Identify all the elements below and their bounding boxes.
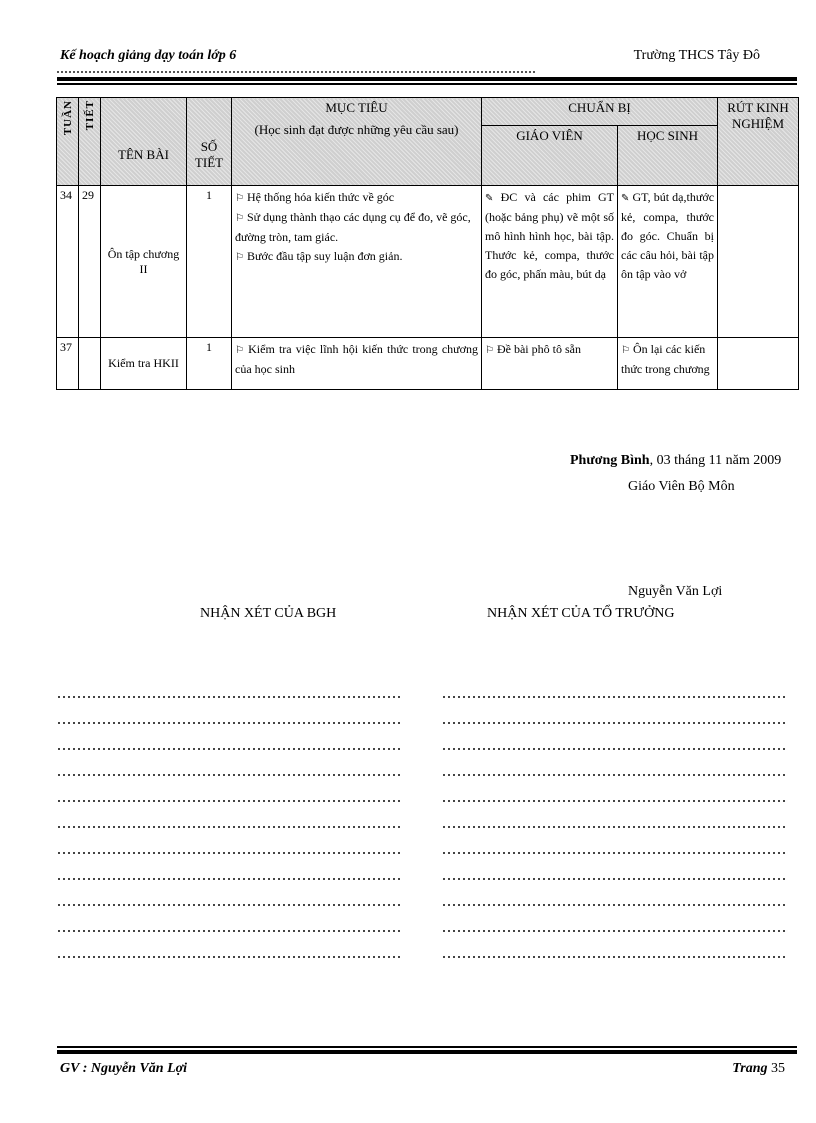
objective-item: ⚐ Hệ thống hóa kiến thức về góc bbox=[235, 190, 395, 204]
muc-tieu-subtitle: (Học sinh đạt được những yêu cầu sau) bbox=[254, 122, 459, 137]
flag-icon: ⚐ bbox=[235, 252, 244, 263]
bgh-comment-title: NHẬN XÉT CỦA BGH bbox=[200, 606, 337, 621]
flag-icon: ⚐ bbox=[485, 345, 494, 356]
cell-tuan: 37 bbox=[57, 338, 79, 390]
cell-muc-tieu bbox=[232, 186, 482, 338]
header-school-name: Trường THCS Tây Đô bbox=[633, 48, 760, 63]
bgh-comment-lines bbox=[58, 696, 403, 982]
footer-page-number: 35 bbox=[771, 1061, 785, 1076]
team-leader-comment-title: NHẬN XÉT CỦA TỔ TRƯỞNG bbox=[487, 606, 675, 621]
col-header-chuan-bi: CHUẨN BỊ bbox=[482, 98, 718, 126]
cell-tiet bbox=[79, 338, 101, 390]
cell-rut-kinh-nghiem bbox=[718, 186, 799, 338]
col-header-so-tiet: SỐ TIẾT bbox=[187, 98, 232, 186]
table-row bbox=[57, 186, 799, 338]
header-rule-thin bbox=[57, 83, 797, 85]
pencil-icon: ✎ bbox=[485, 193, 494, 204]
signature-role: Giáo Viên Bộ Môn bbox=[628, 479, 735, 494]
flag-icon: ⚐ bbox=[235, 193, 244, 204]
lesson-plan-table bbox=[56, 97, 799, 390]
muc-tieu-title: MỤC TIÊU bbox=[325, 100, 388, 115]
flag-icon: ⚐ bbox=[621, 345, 630, 356]
col-header-ten-bai: TÊN BÀI bbox=[101, 98, 187, 186]
flag-icon: ⚐ bbox=[235, 345, 244, 356]
cell-rut-kinh-nghiem bbox=[718, 338, 799, 390]
objective-item: ⚐ Sử dụng thành thạo các dụng cụ để đo, vẽ góc, đường tròn, tam giác. bbox=[235, 210, 471, 244]
footer-page bbox=[732, 1061, 785, 1077]
cell-so-tiet: 1 bbox=[187, 338, 232, 390]
pencil-icon: ✎ bbox=[621, 193, 630, 204]
footer-page-label: Trang bbox=[732, 1061, 768, 1076]
footer-teacher: GV : Nguyễn Văn Lợi bbox=[60, 1061, 188, 1076]
col-header-muc-tieu bbox=[232, 98, 482, 186]
flag-icon: ⚐ bbox=[235, 213, 244, 224]
signature-place: Phương Bình bbox=[570, 453, 650, 468]
team-leader-comment-lines bbox=[443, 696, 788, 982]
footer-rule-thick bbox=[57, 1050, 797, 1054]
cell-ten-bai: Kiểm tra HKII bbox=[101, 338, 187, 390]
cell-muc-tieu: ⚐ Kiểm tra việc lĩnh hội kiến thức trong chương của học sinh bbox=[232, 338, 482, 390]
col-header-tiet: TIẾT bbox=[79, 98, 101, 186]
header-dotted-rule bbox=[57, 71, 537, 73]
cell-giao-vien: ⚐ Đề bài phô tô sẵn bbox=[482, 338, 618, 390]
cell-tiet: 29 bbox=[79, 186, 101, 338]
table-row bbox=[57, 338, 799, 390]
cell-tuan: 34 bbox=[57, 186, 79, 338]
cell-hoc-sinh: ⚐ Ôn lại các kiến thức trong chương bbox=[618, 338, 718, 390]
cell-so-tiet: 1 bbox=[187, 186, 232, 338]
cell-ten-bai: Ôn tập chương II bbox=[101, 186, 187, 338]
col-header-tuan: TUẦN bbox=[57, 98, 79, 186]
footer-rule-thin bbox=[57, 1046, 797, 1048]
header-left-title: Kế hoạch giảng dạy toán lớp 6 bbox=[60, 48, 237, 63]
cell-giao-vien: ✎ ĐC và các phim GT (hoặc bảng phụ) vẽ một số mô hình hình học, bài tập. Thước kẻ, compa, thước đo góc, phấn màu, bút dạ bbox=[482, 186, 618, 338]
header-rule-thick bbox=[57, 77, 797, 81]
objective-item: ⚐ Bước đầu tập suy luận đơn giản. bbox=[235, 249, 403, 263]
signature-date-line bbox=[570, 453, 781, 469]
signature-date: , 03 tháng 11 năm 2009 bbox=[649, 453, 782, 468]
col-header-giao-vien: GIÁO VIÊN bbox=[482, 126, 618, 186]
col-header-hoc-sinh: HỌC SINH bbox=[618, 126, 718, 186]
signature-name: Nguyễn Văn Lợi bbox=[628, 584, 723, 599]
col-header-rut-kinh-nghiem: RÚT KINH NGHIỆM bbox=[718, 98, 799, 186]
cell-hoc-sinh: ✎ GT, bút dạ,thước kẻ, compa, thước đo góc. Chuẩn bị các câu hỏi, bài tập ôn tập vào vở bbox=[618, 186, 718, 338]
